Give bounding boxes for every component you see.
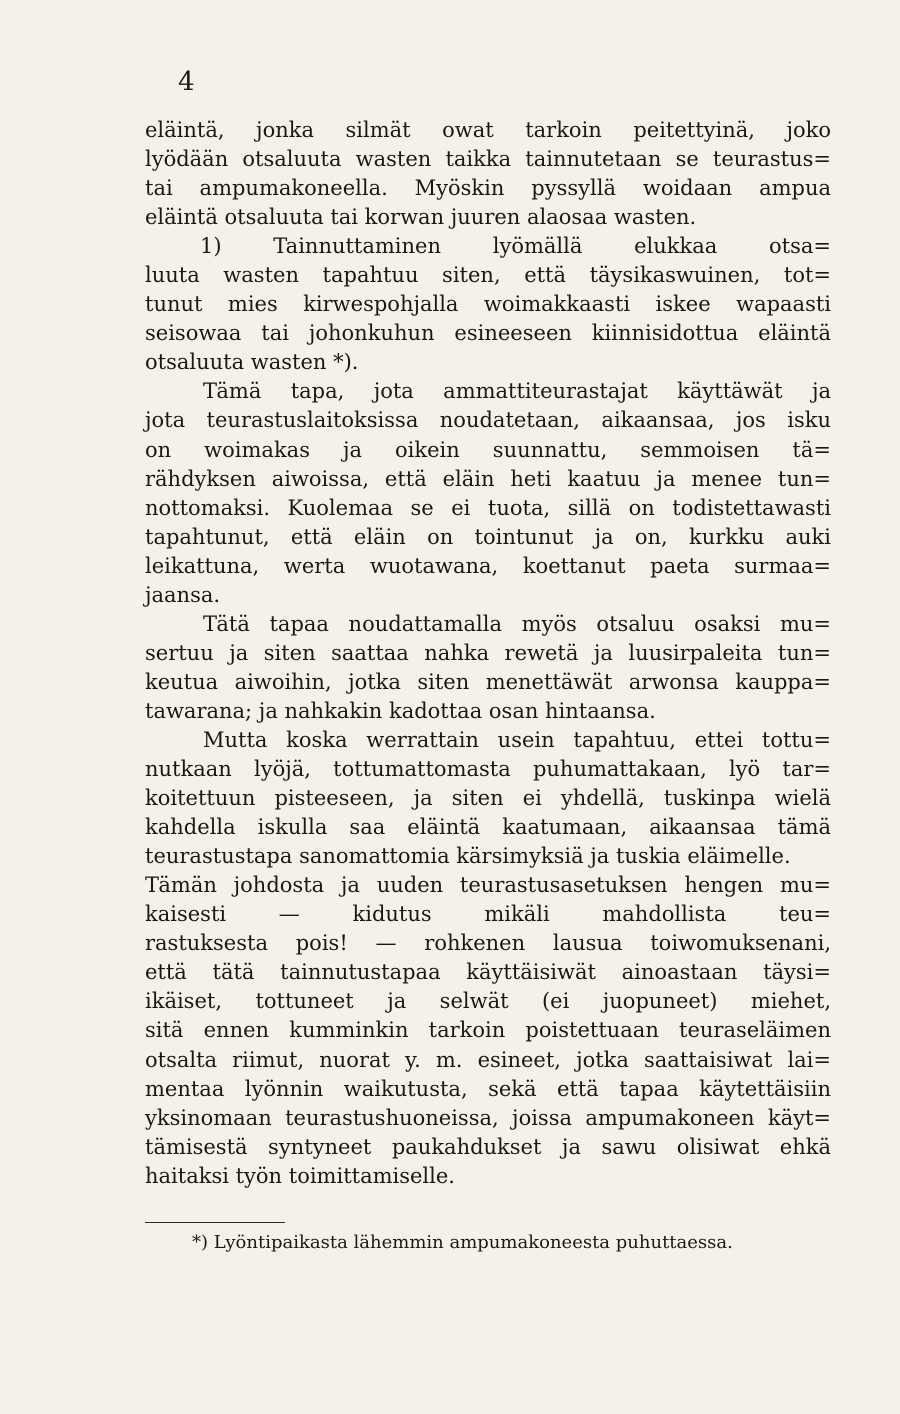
text-line: leikattuna, werta wuotawana, koettanut paeta surmaa= bbox=[145, 553, 831, 578]
text-line: lyödään otsaluuta wasten taikka tainnutetaan se teurastus= bbox=[145, 147, 831, 172]
text-line: nutkaan lyöjä, tottumattomasta puhumattakaan, lyö tar= bbox=[145, 757, 831, 782]
text-line: kaisesti — kidutus mikäli mahdollista teu= bbox=[145, 902, 831, 927]
text-line: teurastustapa sanomattomia kärsimyksiä ja tuskia eläimelle. bbox=[145, 844, 791, 869]
text-line: jota teurastuslaitoksissa noudatetaan, aikaansaa, jos isku bbox=[145, 408, 831, 433]
text-line: nottomaksi. Kuolemaa se ei tuota, sillä on todistettawasti bbox=[145, 495, 831, 520]
text-line: koitettuun pisteeseen, ja siten ei yhdellä, tuskinpa wielä bbox=[145, 786, 831, 811]
text-line: otsaluuta wasten *). bbox=[145, 350, 359, 375]
text-line: että tätä tainnutustapaa käyttäisiwät ainoastaan täysi= bbox=[145, 960, 831, 985]
text-line: eläintä otsaluuta tai korwan juuren alaosaa wasten. bbox=[145, 205, 697, 230]
text-line: mentaa lyönnin waikutusta, sekä että tapaa käytettäisiin bbox=[145, 1076, 831, 1101]
text-line: luuta wasten tapahtuu siten, että täysikaswuinen, tot= bbox=[145, 263, 831, 288]
text-line: tawarana; ja nahkakin kadottaa osan hintaansa. bbox=[145, 698, 656, 723]
text-line: tapahtunut, että eläin on tointunut ja on, kurkku auki bbox=[145, 524, 831, 549]
text-line: rastuksesta pois! — rohkenen lausua toiwomuksenani, bbox=[145, 931, 831, 956]
text-line: jaansa. bbox=[145, 582, 221, 607]
text-line: keutua aiwoihin, jotka siten menettäwät arwonsa kauppa= bbox=[145, 669, 831, 694]
text-line: kahdella iskulla saa eläintä kaatumaan, aikaansaa tämä bbox=[145, 815, 831, 840]
text-line: Tätä tapaa noudattamalla myös otsaluu osaksi mu= bbox=[203, 611, 831, 636]
text-line: 1) Tainnuttaminen lyömällä elukkaa otsa= bbox=[200, 234, 831, 259]
text-line: rähdyksen aiwoissa, että eläin heti kaatuu ja menee tun= bbox=[145, 466, 831, 491]
text-line: sertuu ja siten saattaa nahka rewetä ja luusirpaleita tun= bbox=[145, 640, 831, 665]
text-line: eläintä, jonka silmät owat tarkoin peitettyinä, joko bbox=[145, 118, 831, 142]
text-line: Tämä tapa, jota ammattiteurastajat käyttäwät ja bbox=[203, 379, 831, 404]
body-text bbox=[145, 116, 831, 1191]
text-line: tai ampumakoneella. Myöskin pyssyllä woidaan ampua bbox=[145, 176, 831, 201]
text-line: yksinomaan teurastushuoneissa, joissa ampumakoneen käyt= bbox=[145, 1105, 831, 1130]
text-line: ikäiset, tottuneet ja selwät (ei juopuneet) miehet, bbox=[145, 989, 831, 1014]
page-number: 4 bbox=[178, 67, 195, 97]
text-line: Mutta koska werrattain usein tapahtuu, ettei tottu= bbox=[203, 727, 831, 752]
text-line: Tämän johdosta ja uuden teurastusasetuksen hengen mu= bbox=[145, 873, 831, 898]
footnote: *) Lyöntipaikasta lähemmin ampumakoneesta puhuttaessa. bbox=[192, 1232, 733, 1253]
text-line: tämisestä syntyneet paukahdukset ja sawu olisiwat ehkä bbox=[145, 1134, 831, 1159]
text-line: on woimakas ja oikein suunnattu, semmoisen tä= bbox=[145, 437, 831, 462]
text-line: haitaksi työn toimittamiselle. bbox=[145, 1163, 455, 1188]
text-line: seisowaa tai johonkuhun esineeseen kiinnisidottua eläintä bbox=[145, 321, 831, 346]
text-line: tunut mies kirwespohjalla woimakkaasti iskee wapaasti bbox=[145, 292, 831, 317]
footnote-rule bbox=[145, 1222, 285, 1223]
text-line: otsalta riimut, nuorat y. m. esineet, jotka saattaisiwat lai= bbox=[145, 1047, 831, 1072]
text-line: sitä ennen kumminkin tarkoin poistettuaan teuraseläimen bbox=[145, 1018, 831, 1043]
